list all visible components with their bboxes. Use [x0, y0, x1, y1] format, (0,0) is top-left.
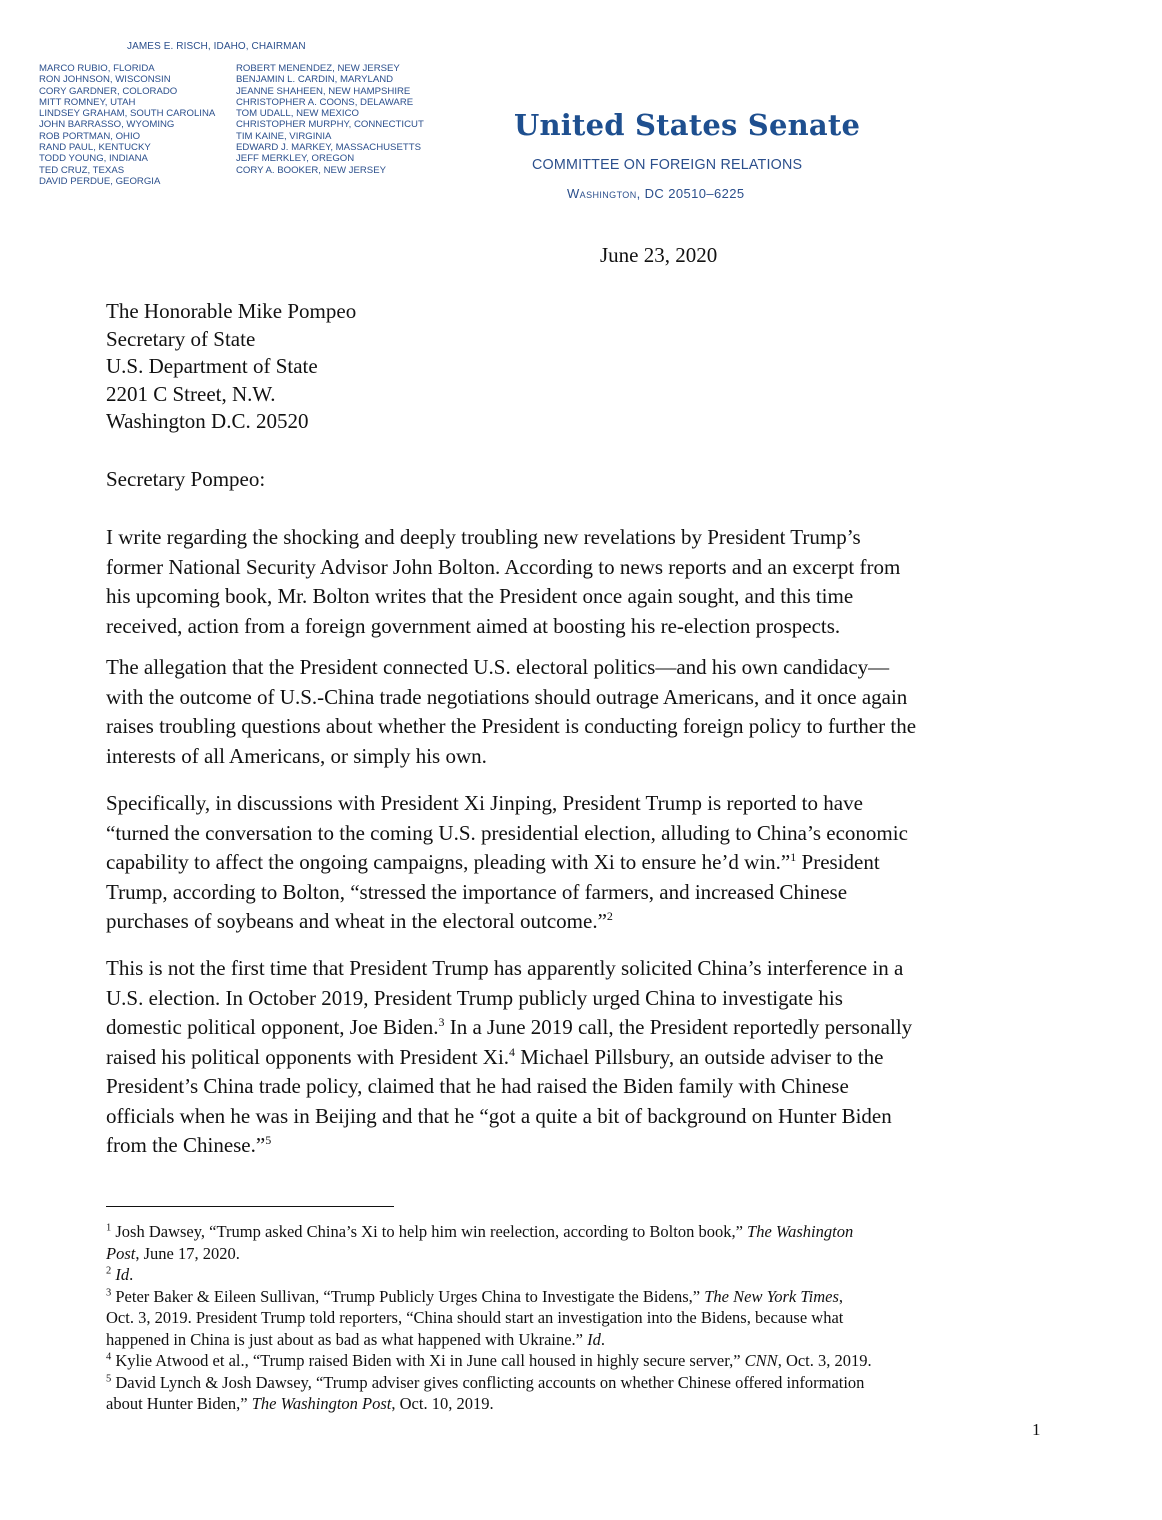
member-name: DAVID PERDUE, GEORGIA [39, 175, 161, 187]
text-line: U.S. election. In October 2019, President Trump publicly urged China to investigate his [106, 985, 843, 1010]
footnote-line: Oct. 3, 2019. President Trump told reporters, “China should start an investigation into the Bidens, because what [106, 1308, 844, 1327]
footnote-line [106, 1329, 1046, 1351]
footnote-text: , Oct. 3, 2019. [777, 1351, 872, 1370]
member-name: RON JOHNSON, WISCONSIN [39, 74, 171, 86]
member-name: CORY GARDNER, COLORADO [39, 85, 178, 97]
footnote-text: . [129, 1265, 134, 1284]
footnote-line [106, 1372, 1046, 1394]
text-line: officials when he was in Beijing and that he “got a quite a bit of background on Hunter Biden [106, 1103, 892, 1128]
paragraph-4 [106, 954, 1046, 1161]
text-line: “turned the conversation to the coming U.S. presidential election, alluding to China’s economic [106, 820, 908, 845]
footnote-line [106, 1350, 1046, 1372]
member-name: TIM KAINE, VIRGINIA [236, 130, 332, 142]
footnote-text: . [600, 1329, 606, 1349]
publication-name: The Washington [747, 1222, 854, 1241]
footnote-divider [106, 1206, 394, 1207]
publication-name: The New York Times [704, 1286, 839, 1306]
text-line: with the outcome of U.S.-China trade negotiations should outrage Americans, and it once again [106, 684, 908, 709]
text-line: his upcoming book, Mr. Bolton writes that the President once again sought, and this time [106, 584, 854, 608]
member-name: EDWARD J. MARKEY, MASSACHUSETTS [236, 142, 421, 154]
committee-address: Washington, DC 20510–6225 [567, 186, 745, 201]
footnote-text: , June 17, 2020. [135, 1243, 240, 1263]
footnote-ref: 4 [509, 1044, 516, 1059]
footnote-line [106, 1243, 1046, 1265]
footnote-text: Peter Baker & Eileen Sullivan, “Trump Publicly Urges China to Investigate the Bidens,” [111, 1286, 705, 1306]
member-name: ROBERT MENENDEZ, NEW JERSEY [236, 63, 400, 74]
member-name: MITT ROMNEY, UTAH [39, 96, 136, 108]
paragraph-3 [106, 789, 1046, 937]
footnote-number: 4 [106, 1351, 112, 1363]
footnote-line [106, 1393, 1046, 1415]
footnote-ref: 3 [438, 1015, 445, 1029]
text-segment: President [796, 850, 880, 874]
letter-date: June 23, 2020 [600, 243, 718, 267]
text-line: I write regarding the shocking and deeply troubling new revelations by President Trump’s [106, 525, 861, 549]
footnote-line [106, 1221, 1046, 1243]
recipient-line: The Honorable Mike Pompeo [106, 299, 357, 323]
text-line: interests of all Americans, or simply his own. [106, 743, 487, 768]
footnote-number: 1 [106, 1222, 112, 1234]
senate-title: United States Senate [514, 108, 861, 142]
text-line: raises troubling questions about whether the President is conducting foreign policy to further the [106, 714, 917, 738]
committee-name: COMMITTEE ON FOREIGN RELATIONS [532, 157, 803, 173]
member-name: LINDSEY GRAHAM, SOUTH CAROLINA [39, 108, 216, 120]
footnote-ref: 1 [790, 850, 797, 864]
text-line [106, 1013, 1046, 1043]
footnote-number: 2 [106, 1265, 112, 1277]
publication-name: The Washington Post [251, 1394, 392, 1413]
text-line: received, action from a foreign government aimed at boosting his re-election prospects. [106, 613, 841, 638]
footnote-line [106, 1286, 1046, 1308]
page-number: 1 [1032, 1420, 1041, 1439]
publication-name: CNN [744, 1351, 778, 1370]
citation-id: Id [115, 1265, 130, 1284]
recipient-line: 2201 C Street, N.W. [106, 381, 276, 406]
minority-members-list [236, 63, 424, 176]
member-name: JEANNE SHAHEEN, NEW HAMPSHIRE [236, 85, 411, 97]
recipient-line: Washington D.C. 20520 [106, 409, 309, 433]
text-segment: purchases of soybeans and wheat in the electoral outcome.” [106, 909, 607, 933]
footnote-text: Kylie Atwood et al., “Trump raised Biden with Xi in June call housed in highly secure server,” [111, 1351, 745, 1370]
member-name: CHRISTOPHER MURPHY, CONNECTICUT [236, 119, 424, 131]
text-line: This is not the first time that President Trump has apparently solicited China’s interference in a [106, 956, 904, 980]
footnote-text: Josh Dawsey, “Trump asked China’s Xi to help him win reelection, according to Bolton book,” [111, 1222, 748, 1241]
footnote-text: happened in China is just about as bad as what happened with Ukraine.” [106, 1329, 588, 1349]
text-line: Specifically, in discussions with President Xi Jinping, President Trump is reported to have [106, 791, 863, 815]
member-name: JOHN BARRASSO, WYOMING [39, 119, 175, 131]
committee-chairman: JAMES E. RISCH, IDAHO, CHAIRMAN [127, 41, 306, 52]
member-name: BENJAMIN L. CARDIN, MARYLAND [236, 74, 394, 86]
text-line [106, 907, 1046, 937]
text-line: President’s China trade policy, claimed that he had raised the Biden family with Chinese [106, 1074, 849, 1098]
footnote-text: , [838, 1286, 844, 1306]
member-name: RAND PAUL, KENTUCKY [39, 142, 151, 154]
member-name: TED CRUZ, TEXAS [39, 164, 125, 176]
recipient-address-block [106, 298, 356, 436]
footnote-text: about Hunter Biden,” [106, 1394, 252, 1413]
recipient-line: U.S. Department of State [106, 354, 318, 378]
text-segment: domestic political opponent, Joe Biden. [106, 1015, 439, 1039]
salutation: Secretary Pompeo: [106, 467, 266, 491]
member-name: TODD YOUNG, INDIANA [39, 153, 148, 165]
publication-name: Post [106, 1243, 136, 1263]
text-segment: In a June 2019 call, the President reportedly personally [444, 1015, 913, 1039]
footnotes [106, 1221, 1046, 1415]
text-segment: Michael Pillsbury, an outside adviser to the [515, 1044, 884, 1069]
text-line [106, 1043, 1046, 1073]
recipient-line: Secretary of State [106, 326, 256, 351]
text-line [106, 848, 1046, 878]
footnote-line [106, 1264, 1046, 1286]
footnote-text: David Lynch & Josh Dawsey, “Trump adviser gives conflicting accounts on whether Chinese offered information [111, 1372, 865, 1392]
member-name: CORY A. BOOKER, NEW JERSEY [236, 164, 386, 176]
footnote-ref: 5 [265, 1133, 272, 1147]
text-line: former National Security Advisor John Bolton. According to news reports and an excerpt from [106, 554, 901, 579]
footnote-text: , Oct. 10, 2019. [391, 1394, 494, 1413]
paragraph-2 [106, 653, 1046, 771]
citation-id: Id [587, 1329, 601, 1349]
text-segment: raised his political opponents with President Xi. [106, 1044, 510, 1069]
member-name: ROB PORTMAN, OHIO [39, 130, 141, 142]
footnote-number: 3 [106, 1287, 112, 1298]
paragraph-1 [106, 523, 1046, 641]
text-segment: capability to affect the ongoing campaigns, pleading with Xi to ensure he’d win.” [106, 850, 791, 874]
text-segment: from the Chinese.” [106, 1133, 266, 1157]
footnote-ref: 2 [606, 909, 613, 923]
member-name: JEFF MERKLEY, OREGON [236, 153, 355, 165]
member-name: MARCO RUBIO, FLORIDA [39, 63, 155, 74]
member-name: TOM UDALL, NEW MEXICO [236, 108, 359, 120]
member-name: CHRISTOPHER A. COONS, DELAWARE [236, 96, 414, 108]
footnote-number: 5 [106, 1373, 112, 1384]
text-line: Trump, according to Bolton, “stressed the importance of farmers, and increased Chinese [106, 879, 848, 904]
majority-members-list [39, 63, 215, 187]
text-line: The allegation that the President connected U.S. electoral politics—and his own candidacy— [106, 655, 890, 679]
text-line [106, 1131, 1046, 1161]
